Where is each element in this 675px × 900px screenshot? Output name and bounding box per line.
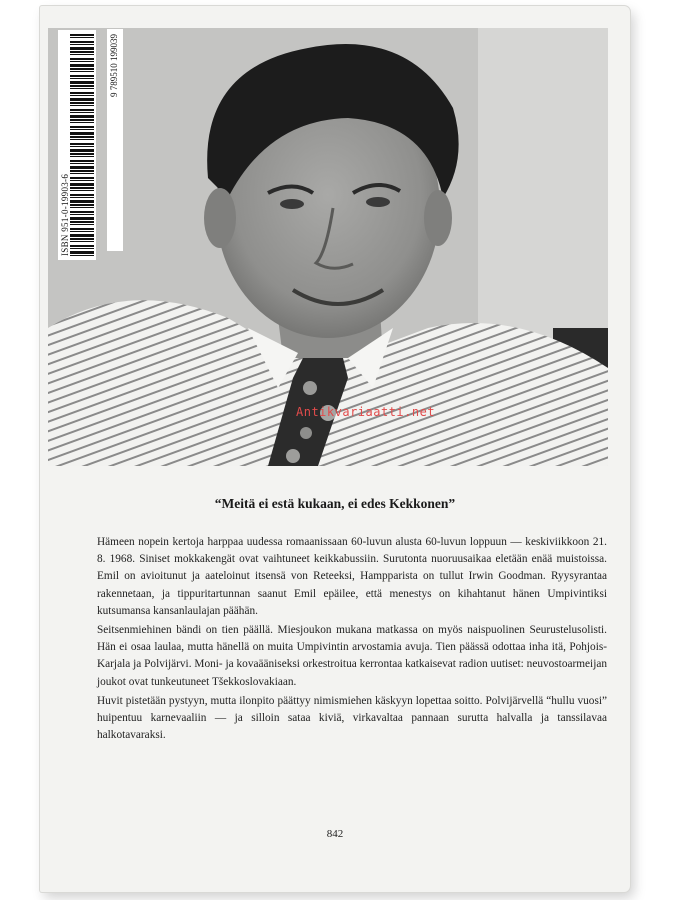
isbn-barcode bbox=[58, 30, 96, 260]
author-photo bbox=[48, 28, 608, 466]
tagline: “Meitä ei estä kukaan, ei edes Kekkonen” bbox=[214, 496, 456, 511]
blurb-text bbox=[97, 534, 607, 746]
blurb-paragraph: Seitsenmiehinen bändi on tien päällä. Miesjoukon mukana matkassa on myös naispuolinen Seurustelusolisti. Hän ei osaa laulaa, mutta hänellä on muita Umpivintin arvostamia avuja. Tien päässä odottaa inha itä, Pohjois-Karjala ja Polvijärvi. Moni- ja kovaääniseksi orkestroitua kerrontaa katkaisevat radion uutiset: neuvostoarmeijan joukot ovat tunkeutuneet Tšekkoslovakiaan. bbox=[97, 624, 607, 688]
watermark: Antikvariaatti.net bbox=[296, 405, 436, 419]
isbn-text: ISBN 951-0-19903-6 bbox=[60, 173, 70, 256]
blurb-paragraph: Huvit pistetään pystyyn, mutta ilonpito päättyy nimismiehen käskyyn lopettaa soitto. Polvijärvellä “hullu vuosi” huipentuu karnevaaliin — ja silloin sataa kiviä, virkavaltaa pannaan surutta halvalla ja tanssilavaa halkotavaraksi. bbox=[97, 694, 607, 742]
blurb-paragraph: Hämeen nopein kertoja harppaa uudessa romaanissaan 60-luvun alusta 60-luvun loppuun — keskiviikkoon 21. 8. 1968. Siniset mokkakengät ovat vaihtuneet keikkabussiin. Surutonta nuoruusaikaa eletään enää muistoissa. Emil on avioitunut ja aateloinut itsensä von Reteeksi, Hampparista on tullut Irwin Goodman. Ryysyrantaa rakennetaan, ja tippuritartunnan saanut Emil epäilee, että menestys on kihahtanut hänen Umpivintiksi kutsumansa kansanlaulajan päähän. bbox=[97, 536, 607, 617]
book-back-cover bbox=[40, 6, 630, 892]
ean-strip bbox=[108, 30, 122, 250]
barcode-bars bbox=[70, 34, 94, 256]
author-portrait-illustration bbox=[48, 28, 608, 466]
page-number: 842 bbox=[326, 828, 344, 840]
ean-number: 9 789510 199039 bbox=[109, 34, 119, 97]
